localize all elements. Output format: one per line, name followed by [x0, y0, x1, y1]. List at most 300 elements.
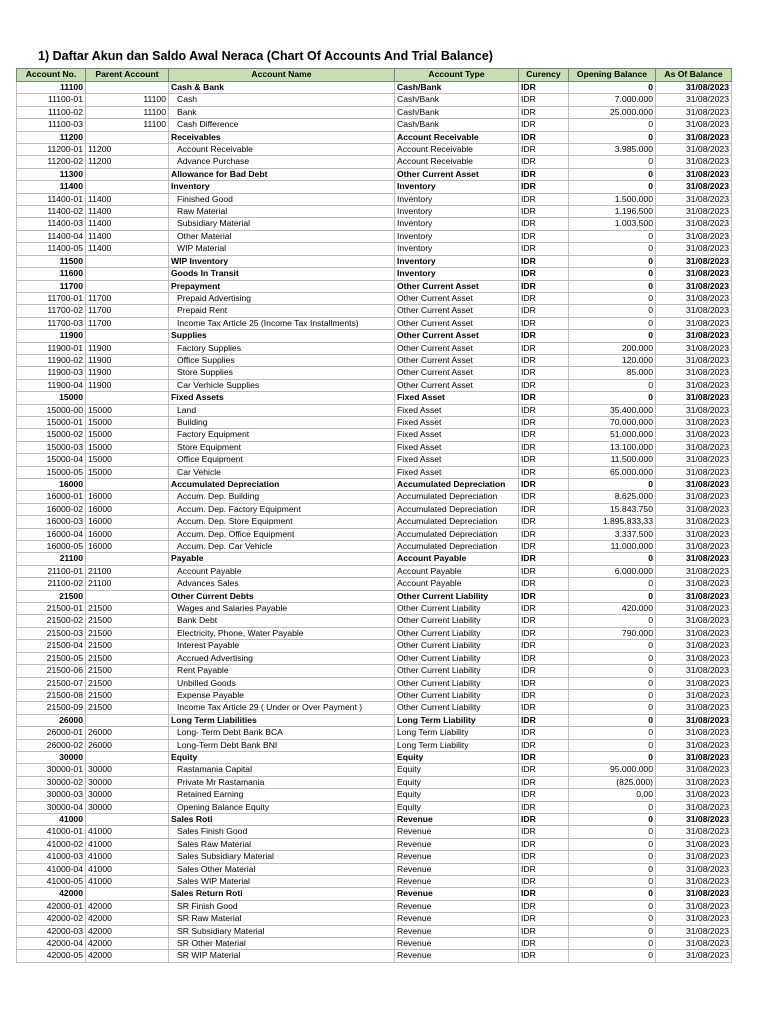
- account-type-cell: Account Payable: [395, 578, 519, 590]
- currency-cell: IDR: [519, 181, 569, 193]
- account-no-cell: 21500-03: [17, 627, 86, 639]
- as-of-balance-cell: 31/08/2023: [656, 541, 732, 553]
- account-type-cell: Accumulated Depreciation: [395, 528, 519, 540]
- as-of-balance-cell: 31/08/2023: [656, 689, 732, 701]
- opening-balance-cell: 6.000.000: [569, 565, 656, 577]
- column-header-account-no: Account No.: [17, 69, 86, 82]
- opening-balance-cell: 11.000.000: [569, 541, 656, 553]
- as-of-balance-cell: 31/08/2023: [656, 168, 732, 180]
- account-no-cell: 11300: [17, 168, 86, 180]
- table-row: [17, 454, 732, 466]
- opening-balance-cell: (825.000): [569, 776, 656, 788]
- parent-account-cell: 15000: [86, 454, 169, 466]
- account-type-cell: Accumulated Depreciation: [395, 503, 519, 515]
- currency-cell: IDR: [519, 665, 569, 677]
- parent-account-cell: 11900: [86, 342, 169, 354]
- currency-cell: IDR: [519, 218, 569, 230]
- account-name-cell: Rastamania Capital: [169, 764, 395, 776]
- as-of-balance-cell: 31/08/2023: [656, 528, 732, 540]
- table-row: [17, 565, 732, 577]
- as-of-balance-cell: 31/08/2023: [656, 305, 732, 317]
- account-type-cell: Account Receivable: [395, 144, 519, 156]
- account-name-cell: Allowance for Bad Debt: [169, 168, 395, 180]
- account-name-cell: Sales Finish Good: [169, 826, 395, 838]
- account-no-cell: 21100: [17, 553, 86, 565]
- account-no-cell: 11400-05: [17, 243, 86, 255]
- parent-account-cell: 16000: [86, 516, 169, 528]
- as-of-balance-cell: 31/08/2023: [656, 404, 732, 416]
- table-row-group: [17, 280, 732, 292]
- table-row: [17, 305, 732, 317]
- opening-balance-cell: 0: [569, 801, 656, 813]
- account-no-cell: 42000: [17, 888, 86, 900]
- opening-balance-cell: 420.000: [569, 603, 656, 615]
- opening-balance-cell: 0: [569, 243, 656, 255]
- parent-account-cell: 11700: [86, 292, 169, 304]
- table-row: [17, 528, 732, 540]
- parent-account-cell: 30000: [86, 776, 169, 788]
- account-no-cell: 11200-02: [17, 156, 86, 168]
- table-row: [17, 789, 732, 801]
- account-no-cell: 26000-02: [17, 739, 86, 751]
- as-of-balance-cell: 31/08/2023: [656, 925, 732, 937]
- currency-cell: IDR: [519, 714, 569, 726]
- opening-balance-cell: 0: [569, 317, 656, 329]
- account-type-cell: Account Receivable: [395, 131, 519, 143]
- account-no-cell: 41000: [17, 813, 86, 825]
- currency-cell: IDR: [519, 876, 569, 888]
- parent-account-cell: 41000: [86, 876, 169, 888]
- account-name-cell: Account Payable: [169, 565, 395, 577]
- as-of-balance-cell: 31/08/2023: [656, 888, 732, 900]
- account-no-cell: 21500: [17, 590, 86, 602]
- currency-cell: IDR: [519, 280, 569, 292]
- opening-balance-cell: 0: [569, 665, 656, 677]
- table-row-group: [17, 131, 732, 143]
- table-row-group: [17, 751, 732, 763]
- account-no-cell: 41000-02: [17, 838, 86, 850]
- opening-balance-cell: 0: [569, 590, 656, 602]
- account-type-cell: Other Current Liability: [395, 627, 519, 639]
- opening-balance-cell: 0: [569, 640, 656, 652]
- account-no-cell: 11400-02: [17, 206, 86, 218]
- as-of-balance-cell: 31/08/2023: [656, 764, 732, 776]
- currency-cell: IDR: [519, 82, 569, 94]
- opening-balance-cell: 0: [569, 131, 656, 143]
- account-type-cell: Equity: [395, 776, 519, 788]
- as-of-balance-cell: 31/08/2023: [656, 751, 732, 763]
- account-name-cell: Factory Equipment: [169, 429, 395, 441]
- account-type-cell: Fixed Asset: [395, 392, 519, 404]
- account-no-cell: 21500-04: [17, 640, 86, 652]
- currency-cell: IDR: [519, 503, 569, 515]
- account-name-cell: Prepaid Advertising: [169, 292, 395, 304]
- account-name-cell: Accum. Dep. Office Equipment: [169, 528, 395, 540]
- opening-balance-cell: 0: [569, 727, 656, 739]
- as-of-balance-cell: 31/08/2023: [656, 317, 732, 329]
- account-no-cell: 26000: [17, 714, 86, 726]
- as-of-balance-cell: 31/08/2023: [656, 900, 732, 912]
- account-type-cell: Revenue: [395, 863, 519, 875]
- as-of-balance-cell: 31/08/2023: [656, 714, 732, 726]
- as-of-balance-cell: 31/08/2023: [656, 702, 732, 714]
- account-type-cell: Other Current Asset: [395, 367, 519, 379]
- as-of-balance-cell: 31/08/2023: [656, 813, 732, 825]
- table-row: [17, 627, 732, 639]
- account-no-cell: 16000-03: [17, 516, 86, 528]
- column-header-currency: Curency: [519, 69, 569, 82]
- parent-account-cell: 30000: [86, 764, 169, 776]
- opening-balance-cell: 0: [569, 876, 656, 888]
- account-no-cell: 21500-05: [17, 652, 86, 664]
- account-name-cell: Retained Earning: [169, 789, 395, 801]
- account-name-cell: Accumulated Depreciation: [169, 479, 395, 491]
- account-no-cell: 41000-03: [17, 851, 86, 863]
- table-row: [17, 317, 732, 329]
- opening-balance-cell: 0: [569, 925, 656, 937]
- table-row: [17, 801, 732, 813]
- parent-account-cell: 11700: [86, 305, 169, 317]
- opening-balance-cell: 0: [569, 851, 656, 863]
- currency-cell: IDR: [519, 379, 569, 391]
- parent-account-cell: [86, 553, 169, 565]
- account-type-cell: Revenue: [395, 851, 519, 863]
- account-name-cell: Rent Payable: [169, 665, 395, 677]
- parent-account-cell: 30000: [86, 789, 169, 801]
- parent-account-cell: 21500: [86, 640, 169, 652]
- currency-cell: IDR: [519, 479, 569, 491]
- currency-cell: IDR: [519, 553, 569, 565]
- parent-account-cell: 11400: [86, 193, 169, 205]
- account-name-cell: Income Tax Article 29 ( Under or Over Payment ): [169, 702, 395, 714]
- opening-balance-cell: 0: [569, 751, 656, 763]
- account-no-cell: 42000-03: [17, 925, 86, 937]
- account-no-cell: 16000-02: [17, 503, 86, 515]
- parent-account-cell: 16000: [86, 541, 169, 553]
- account-no-cell: 15000-03: [17, 441, 86, 453]
- account-name-cell: Sales Return Roti: [169, 888, 395, 900]
- account-no-cell: 11600: [17, 268, 86, 280]
- currency-cell: IDR: [519, 603, 569, 615]
- opening-balance-cell: 0: [569, 578, 656, 590]
- opening-balance-cell: 0: [569, 838, 656, 850]
- account-name-cell: SR Other Material: [169, 938, 395, 950]
- as-of-balance-cell: 31/08/2023: [656, 491, 732, 503]
- account-type-cell: Inventory: [395, 255, 519, 267]
- opening-balance-cell: 3.337.500: [569, 528, 656, 540]
- table-row: [17, 739, 732, 751]
- account-no-cell: 42000-05: [17, 950, 86, 962]
- table-row-group: [17, 714, 732, 726]
- table-row-group: [17, 813, 732, 825]
- opening-balance-cell: 0: [569, 913, 656, 925]
- currency-cell: IDR: [519, 727, 569, 739]
- currency-cell: IDR: [519, 888, 569, 900]
- account-name-cell: Payable: [169, 553, 395, 565]
- table-row: [17, 292, 732, 304]
- table-row: [17, 938, 732, 950]
- opening-balance-cell: 0: [569, 689, 656, 701]
- account-no-cell: 16000-04: [17, 528, 86, 540]
- currency-cell: IDR: [519, 689, 569, 701]
- account-type-cell: Inventory: [395, 218, 519, 230]
- as-of-balance-cell: 31/08/2023: [656, 503, 732, 515]
- account-name-cell: SR Subsidiary Material: [169, 925, 395, 937]
- account-type-cell: Inventory: [395, 181, 519, 193]
- account-type-cell: Fixed Asset: [395, 441, 519, 453]
- opening-balance-cell: 0: [569, 268, 656, 280]
- as-of-balance-cell: 31/08/2023: [656, 826, 732, 838]
- account-type-cell: Account Payable: [395, 565, 519, 577]
- as-of-balance-cell: 31/08/2023: [656, 367, 732, 379]
- currency-cell: IDR: [519, 156, 569, 168]
- account-type-cell: Revenue: [395, 925, 519, 937]
- account-no-cell: 30000-01: [17, 764, 86, 776]
- currency-cell: IDR: [519, 677, 569, 689]
- currency-cell: IDR: [519, 615, 569, 627]
- account-type-cell: Other Current Liability: [395, 590, 519, 602]
- table-row: [17, 119, 732, 131]
- as-of-balance-cell: 31/08/2023: [656, 218, 732, 230]
- account-type-cell: Other Current Asset: [395, 168, 519, 180]
- currency-cell: IDR: [519, 268, 569, 280]
- opening-balance-cell: 0: [569, 119, 656, 131]
- account-type-cell: Revenue: [395, 813, 519, 825]
- opening-balance-cell: 0: [569, 553, 656, 565]
- account-type-cell: Cash/Bank: [395, 82, 519, 94]
- table-row: [17, 950, 732, 962]
- parent-account-cell: 11200: [86, 156, 169, 168]
- currency-cell: IDR: [519, 739, 569, 751]
- account-name-cell: Sales WIP Material: [169, 876, 395, 888]
- parent-account-cell: 11400: [86, 243, 169, 255]
- parent-account-cell: [86, 330, 169, 342]
- account-name-cell: Accrued Advertising: [169, 652, 395, 664]
- table-row: [17, 404, 732, 416]
- table-row: [17, 913, 732, 925]
- table-row: [17, 206, 732, 218]
- parent-account-cell: 21500: [86, 677, 169, 689]
- account-name-cell: Sales Roti: [169, 813, 395, 825]
- as-of-balance-cell: 31/08/2023: [656, 739, 732, 751]
- currency-cell: IDR: [519, 144, 569, 156]
- opening-balance-cell: 0,00: [569, 789, 656, 801]
- parent-account-cell: 42000: [86, 950, 169, 962]
- as-of-balance-cell: 31/08/2023: [656, 181, 732, 193]
- as-of-balance-cell: 31/08/2023: [656, 354, 732, 366]
- account-type-cell: Cash/Bank: [395, 106, 519, 118]
- parent-account-cell: [86, 280, 169, 292]
- account-no-cell: 30000-03: [17, 789, 86, 801]
- opening-balance-cell: 0: [569, 863, 656, 875]
- account-no-cell: 15000-01: [17, 416, 86, 428]
- table-row-group: [17, 330, 732, 342]
- parent-account-cell: [86, 181, 169, 193]
- account-type-cell: Fixed Asset: [395, 429, 519, 441]
- opening-balance-cell: 0: [569, 950, 656, 962]
- account-type-cell: Inventory: [395, 206, 519, 218]
- currency-cell: IDR: [519, 466, 569, 478]
- opening-balance-cell: 25.000.000: [569, 106, 656, 118]
- account-type-cell: Cash/Bank: [395, 94, 519, 106]
- table-row: [17, 665, 732, 677]
- parent-account-cell: 11400: [86, 230, 169, 242]
- parent-account-cell: 11100: [86, 119, 169, 131]
- currency-cell: IDR: [519, 206, 569, 218]
- account-name-cell: Unbilled Goods: [169, 677, 395, 689]
- opening-balance-cell: 0: [569, 615, 656, 627]
- parent-account-cell: 41000: [86, 863, 169, 875]
- currency-cell: IDR: [519, 627, 569, 639]
- account-no-cell: 21500-01: [17, 603, 86, 615]
- account-name-cell: Car Verhicle Supplies: [169, 379, 395, 391]
- as-of-balance-cell: 31/08/2023: [656, 553, 732, 565]
- as-of-balance-cell: 31/08/2023: [656, 652, 732, 664]
- account-name-cell: Equity: [169, 751, 395, 763]
- account-name-cell: Advances Sales: [169, 578, 395, 590]
- account-name-cell: SR WIP Material: [169, 950, 395, 962]
- as-of-balance-cell: 31/08/2023: [656, 665, 732, 677]
- as-of-balance-cell: 31/08/2023: [656, 603, 732, 615]
- as-of-balance-cell: 31/08/2023: [656, 82, 732, 94]
- table-row: [17, 503, 732, 515]
- account-name-cell: Cash & Bank: [169, 82, 395, 94]
- account-name-cell: Office Supplies: [169, 354, 395, 366]
- account-no-cell: 11700-01: [17, 292, 86, 304]
- parent-account-cell: 11900: [86, 354, 169, 366]
- account-no-cell: 21500-07: [17, 677, 86, 689]
- account-type-cell: Revenue: [395, 913, 519, 925]
- as-of-balance-cell: 31/08/2023: [656, 516, 732, 528]
- as-of-balance-cell: 31/08/2023: [656, 801, 732, 813]
- parent-account-cell: 21500: [86, 689, 169, 701]
- account-type-cell: Equity: [395, 801, 519, 813]
- account-no-cell: 21500-02: [17, 615, 86, 627]
- as-of-balance-cell: 31/08/2023: [656, 565, 732, 577]
- table-row: [17, 727, 732, 739]
- opening-balance-cell: 0: [569, 82, 656, 94]
- account-no-cell: 11200: [17, 131, 86, 143]
- account-name-cell: Sales Subsidiary Material: [169, 851, 395, 863]
- as-of-balance-cell: 31/08/2023: [656, 938, 732, 950]
- parent-account-cell: 21100: [86, 578, 169, 590]
- as-of-balance-cell: 31/08/2023: [656, 94, 732, 106]
- table-row-group: [17, 479, 732, 491]
- currency-cell: IDR: [519, 838, 569, 850]
- account-no-cell: 30000-04: [17, 801, 86, 813]
- account-no-cell: 16000-01: [17, 491, 86, 503]
- currency-cell: IDR: [519, 342, 569, 354]
- account-no-cell: 21500-09: [17, 702, 86, 714]
- opening-balance-cell: 200.000: [569, 342, 656, 354]
- opening-balance-cell: 0: [569, 379, 656, 391]
- currency-cell: IDR: [519, 851, 569, 863]
- account-type-cell: Revenue: [395, 876, 519, 888]
- opening-balance-cell: 0: [569, 677, 656, 689]
- table-row-group: [17, 82, 732, 94]
- currency-cell: IDR: [519, 491, 569, 503]
- parent-account-cell: 41000: [86, 826, 169, 838]
- table-row: [17, 677, 732, 689]
- account-type-cell: Other Current Liability: [395, 702, 519, 714]
- as-of-balance-cell: 31/08/2023: [656, 441, 732, 453]
- currency-cell: IDR: [519, 640, 569, 652]
- table-row: [17, 491, 732, 503]
- account-name-cell: Cash Difference: [169, 119, 395, 131]
- account-type-cell: Revenue: [395, 938, 519, 950]
- as-of-balance-cell: 31/08/2023: [656, 950, 732, 962]
- table-row-group: [17, 553, 732, 565]
- opening-balance-cell: 13.100.000: [569, 441, 656, 453]
- opening-balance-cell: 11.500.000: [569, 454, 656, 466]
- parent-account-cell: 21500: [86, 627, 169, 639]
- opening-balance-cell: 0: [569, 813, 656, 825]
- as-of-balance-cell: 31/08/2023: [656, 876, 732, 888]
- account-type-cell: Other Current Asset: [395, 379, 519, 391]
- as-of-balance-cell: 31/08/2023: [656, 292, 732, 304]
- opening-balance-cell: 0: [569, 255, 656, 267]
- currency-cell: IDR: [519, 392, 569, 404]
- table-row: [17, 541, 732, 553]
- parent-account-cell: [86, 268, 169, 280]
- as-of-balance-cell: 31/08/2023: [656, 131, 732, 143]
- account-type-cell: Cash/Bank: [395, 119, 519, 131]
- parent-account-cell: 16000: [86, 491, 169, 503]
- parent-account-cell: 11100: [86, 106, 169, 118]
- table-row: [17, 578, 732, 590]
- table-row: [17, 615, 732, 627]
- parent-account-cell: 15000: [86, 404, 169, 416]
- table-row: [17, 243, 732, 255]
- opening-balance-cell: 15.843.750: [569, 503, 656, 515]
- as-of-balance-cell: 31/08/2023: [656, 156, 732, 168]
- as-of-balance-cell: 31/08/2023: [656, 913, 732, 925]
- account-name-cell: Long Term Liabilities: [169, 714, 395, 726]
- parent-account-cell: 16000: [86, 528, 169, 540]
- currency-cell: IDR: [519, 441, 569, 453]
- account-name-cell: SR Finish Good: [169, 900, 395, 912]
- currency-cell: IDR: [519, 565, 569, 577]
- account-name-cell: Cash: [169, 94, 395, 106]
- parent-account-cell: [86, 888, 169, 900]
- parent-account-cell: 42000: [86, 913, 169, 925]
- table-row: [17, 702, 732, 714]
- currency-cell: IDR: [519, 590, 569, 602]
- account-type-cell: Other Current Liability: [395, 652, 519, 664]
- account-no-cell: 15000-00: [17, 404, 86, 416]
- column-header-opening-balance: Opening Balance: [569, 69, 656, 82]
- account-name-cell: Accum. Dep. Factory Equipment: [169, 503, 395, 515]
- table-row: [17, 144, 732, 156]
- as-of-balance-cell: 31/08/2023: [656, 590, 732, 602]
- account-name-cell: Goods In Transit: [169, 268, 395, 280]
- table-row: [17, 106, 732, 118]
- account-name-cell: Prepaid Rent: [169, 305, 395, 317]
- account-no-cell: 15000-02: [17, 429, 86, 441]
- account-no-cell: 16000: [17, 479, 86, 491]
- currency-cell: IDR: [519, 119, 569, 131]
- currency-cell: IDR: [519, 764, 569, 776]
- parent-account-cell: [86, 714, 169, 726]
- currency-cell: IDR: [519, 702, 569, 714]
- account-name-cell: Building: [169, 416, 395, 428]
- table-row-group: [17, 392, 732, 404]
- as-of-balance-cell: 31/08/2023: [656, 727, 732, 739]
- account-type-cell: Revenue: [395, 888, 519, 900]
- account-name-cell: Accum. Dep. Building: [169, 491, 395, 503]
- account-no-cell: 11400-03: [17, 218, 86, 230]
- account-type-cell: Equity: [395, 789, 519, 801]
